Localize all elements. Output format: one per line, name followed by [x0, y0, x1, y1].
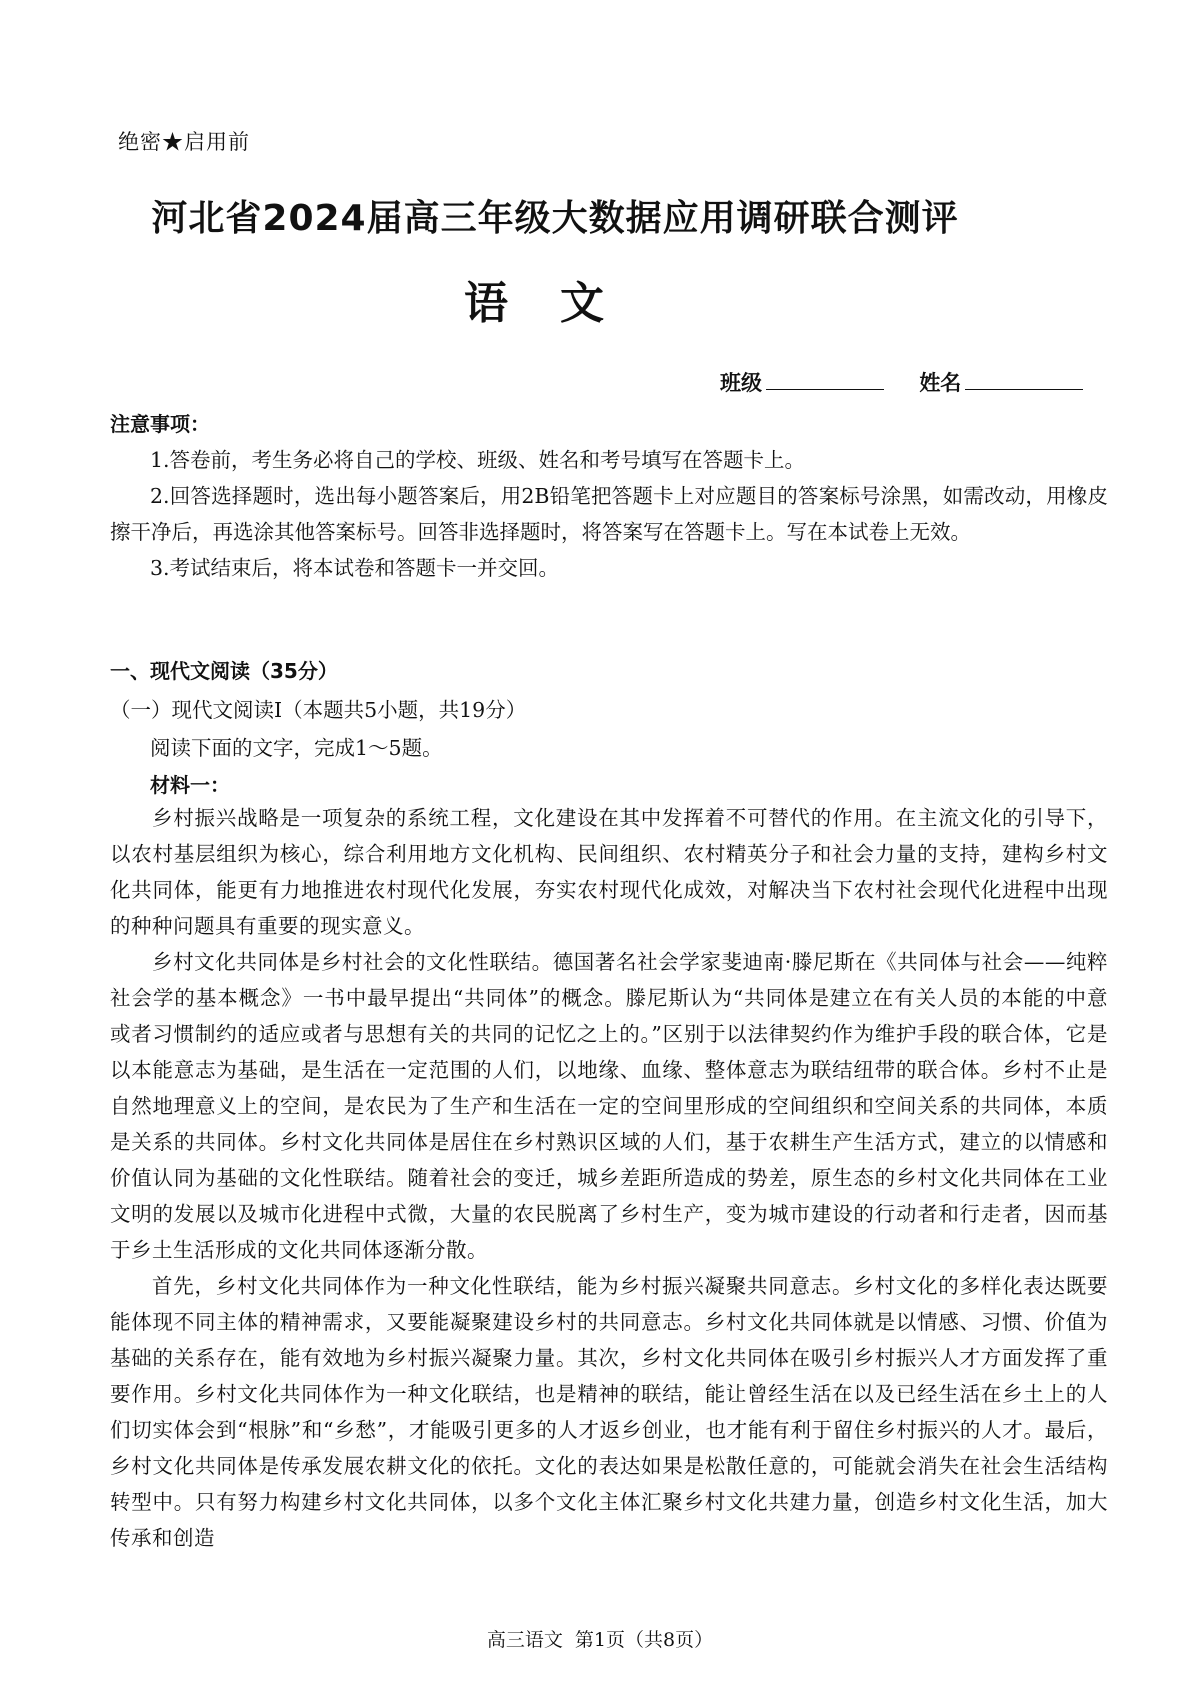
notice-item: 2.回答选择题时，选出每小题答案后，用2B铅笔把答题卡上对应题目的答案标号涂黑，如需改动，用橡皮擦干净后，再选涂其他答案标号。回答非选择题时，将答案写在答题卡上。写在本试卷上无效。: [110, 484, 1108, 544]
notice-item: 1.答卷前，考生务必将自己的学校、班级、姓名和考号填写在答题卡上。: [150, 448, 806, 472]
notice-item: 3.考试结束后，将本试卷和答题卡一并交回。: [150, 556, 560, 580]
reading-instruction: 阅读下面的文字，完成1～5题。: [150, 736, 443, 760]
footer-subject: 高三语文: [486, 1629, 563, 1651]
subject-title: 语文: [464, 278, 656, 329]
class-blank[interactable]: [766, 369, 884, 390]
section-heading: 一、现代文阅读（35分）: [110, 659, 338, 683]
footer-page-number: 第1页（共8页）: [574, 1629, 714, 1651]
confidential-mark: 绝密★启用前: [118, 130, 250, 154]
notice-list: [110, 442, 1108, 586]
name-field[interactable]: [919, 367, 1083, 397]
name-blank[interactable]: [965, 369, 1083, 390]
page-footer: [0, 1625, 1200, 1652]
notice-heading: 注意事项：: [110, 412, 210, 436]
passage-paragraph: 首先，乡村文化共同体作为一种文化性联结，能为乡村振兴凝聚共同意志。乡村文化的多样化表达既要能体现不同主体的精神需求，又要能凝聚建设乡村的共同意志。乡村文化共同体就是以情感、习惯、价值为基础的关系存在，能有效地为乡村振兴凝聚力量。其次，乡村文化共同体在吸引乡村振兴人才方面发挥了重要作用。乡村文化共同体作为一种文化联结，也是精神的联结，能让曾经生活在以及已经生活在乡土上的人们切实体会到“根脉”和“乡愁”，才能吸引更多的人才返乡创业，也才能有利于留住乡村振兴的人才。最后，乡村文化共同体是传承发展农耕文化的依托。文化的表达如果是松散任意的，可能就会消失在社会生活结构转型中。只有努力构建乡村文化共同体，以多个文化主体汇聚乡村文化共建力量，创造乡村文化生活，加大传承和创造: [110, 1274, 1108, 1550]
student-info-fields: [720, 367, 1111, 397]
section-subheading: （一）现代文阅读Ⅰ（本题共5小题，共19分）: [110, 698, 527, 722]
exam-title: 河北省2024届高三年级大数据应用调研联合测评: [151, 198, 959, 239]
name-label: 姓名: [919, 371, 962, 395]
passage-paragraph: 乡村文化共同体是乡村社会的文化性联结。德国著名社会学家斐迪南·滕尼斯在《共同体与社会——纯粹社会学的基本概念》一书中最早提出“共同体”的概念。滕尼斯认为“共同体是建立在有关人员的本能的中意或者习惯制约的适应或者与思想有关的共同的记忆之上的。”区别于以法律契约作为维护手段的联合体，它是以本能意志为基础，是生活在一定范围的人们，以地缘、血缘、整体意志为联结纽带的联合体。乡村不止是自然地理意义上的空间，是农民为了生产和生活在一定的空间里形成的空间组织和空间关系的共同体，本质是关系的共同体。乡村文化共同体是居住在乡村熟识区域的人们，基于农耕生产生活方式，建立的以情感和价值认同为基础的文化性联结。随着社会的变迁，城乡差距所造成的势差，原生态的乡村文化共同体在工业文明的发展以及城市化进程中式微，大量的农民脱离了乡村生产，变为城市建设的行动者和行走者，因而基于乡土生活形成的文化共同体逐渐分散。: [110, 950, 1108, 1262]
material-label: 材料一：: [150, 773, 230, 797]
reading-passage: [110, 800, 1108, 1556]
class-field[interactable]: [720, 367, 884, 397]
passage-paragraph: 乡村振兴战略是一项复杂的系统工程，文化建设在其中发挥着不可替代的作用。在主流文化的引导下，以农村基层组织为核心，综合利用地方文化机构、民间组织、农村精英分子和社会力量的支持，建构乡村文化共同体，能更有力地推进农村现代化发展，夯实农村现代化成效，对解决当下农村社会现代化进程中出现的种种问题具有重要的现实意义。: [110, 806, 1108, 938]
class-label: 班级: [720, 371, 762, 395]
